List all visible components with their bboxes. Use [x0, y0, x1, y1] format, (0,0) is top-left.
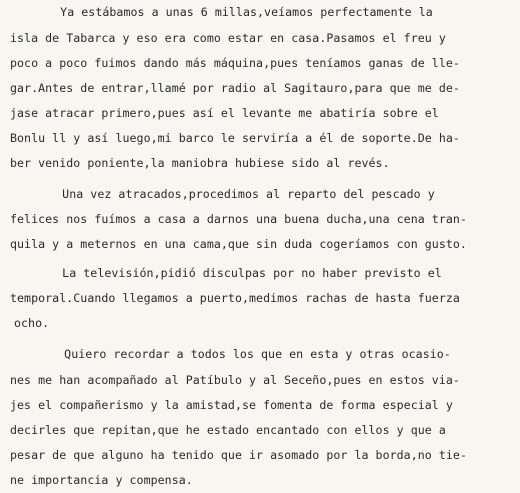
text-line-3: poco a poco fuimos dando más máquina,pues teníamos ganas de lle-: [10, 56, 460, 70]
text-line-17: decirles que repitan,que he estado encantado con ellos y que a: [10, 423, 446, 437]
text-line-4: gar.Antes de entrar,llamé por radio al Sagitauro,para que me de-: [10, 81, 460, 95]
text-line-13: ocho.: [14, 316, 50, 330]
text-line-16: jes el compañerismo y la amistad,se fomenta de forma especial y: [10, 398, 453, 412]
text-line-12: temporal.Cuando llegamos a puerto,medimos rachas de hasta fuerza: [10, 291, 460, 305]
text-line-14: Quiero recordar a todos los que en esta y otras ocasio-: [22, 347, 451, 361]
text-line-6: Bonlu ll y así luego,mi barco le serviría a él de soporte.De ha-: [10, 131, 460, 145]
text-line-8: Una vez atracados,procedimos al reparto del pescado y: [20, 187, 435, 201]
text-line-10: quila y a meternos en una cama,que sin duda cogeríamos con gusto.: [10, 237, 467, 251]
text-line-1: Ya estábamos a unas 6 millas,veíamos perfectamente la: [18, 5, 433, 19]
text-line-18: pesar de que alguno ha tenido que ir asomado por la borda,no tie-: [10, 448, 467, 462]
text-line-11: La televisión,pidió disculpas por no haber previsto el: [20, 266, 442, 280]
text-line-2: isla de Tabarca y eso era como estar en casa.Pasamos el freu y: [10, 31, 446, 45]
text-line-15: nes me han acompañado al Patíbulo y al Seceño,pues en estos via-: [10, 373, 460, 387]
text-line-5: jase atracar primero,pues así el levante me abatiría sobre el: [10, 106, 439, 120]
text-line-19: ne importancia y compensa.: [10, 473, 193, 487]
text-line-7: ber venido poniente,la maniobra hubiese sido al revés.: [10, 156, 390, 170]
text-line-9: felices nos fuímos a casa a darnos una buena ducha,una cena tran-: [10, 212, 467, 226]
